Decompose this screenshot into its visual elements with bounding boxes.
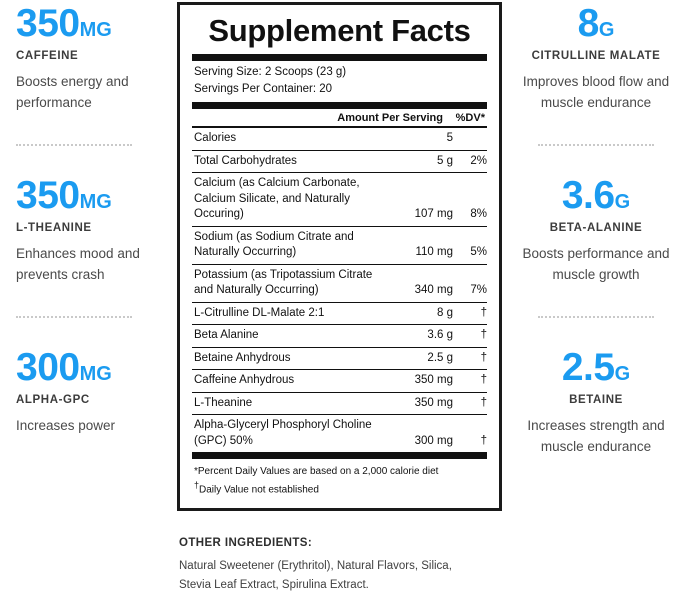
highlight-betaine bbox=[521, 345, 671, 458]
other-ingredients-section bbox=[177, 537, 502, 595]
nutrition-table-body bbox=[192, 128, 487, 452]
nutrient-name: Sodium (as Sodium Citrate and Naturally Occurring) bbox=[192, 226, 387, 264]
table-row bbox=[192, 150, 487, 173]
nutrient-name: Caffeine Anhydrous bbox=[192, 370, 387, 393]
highlight-l-theanine bbox=[16, 173, 166, 286]
nutrient-name: Alpha-Glyceryl Phosphoryl Choline (GPC) 50% bbox=[194, 419, 372, 447]
nutrient-amount: 350 mg bbox=[387, 370, 453, 393]
nutrient-amount: 3.6 g bbox=[387, 325, 453, 348]
nutrition-table bbox=[192, 128, 487, 452]
highlight-amount-value: 8 bbox=[577, 2, 599, 45]
rule-thick bbox=[192, 452, 487, 459]
dotted-divider bbox=[538, 316, 654, 318]
nutrient-amount: 110 mg bbox=[387, 226, 453, 264]
right-highlights-column bbox=[507, 0, 679, 611]
servings-per-container: Servings Per Container: 20 bbox=[194, 82, 333, 95]
nutrient-amount: 2.5 g bbox=[387, 347, 453, 370]
other-ingredients-body: Natural Sweetener (Erythritol), Natural Flavors, Silica, Stevia Leaf Extract, Spirulina Extract. bbox=[179, 559, 452, 591]
nutrient-amount: 5 bbox=[387, 128, 453, 150]
nutrient-name: Calories bbox=[192, 128, 387, 150]
highlight-amount-unit: MG bbox=[79, 190, 112, 213]
nutrient-dv: † bbox=[453, 370, 487, 393]
dotted-divider bbox=[16, 144, 132, 146]
nutrient-name: L-Citrulline DL-Malate 2:1 bbox=[192, 302, 387, 325]
highlight-name: BETA-ALANINE bbox=[549, 221, 643, 234]
nutrient-amount: 350 mg bbox=[387, 392, 453, 415]
rule-thick bbox=[192, 102, 487, 109]
dagger-marker: † bbox=[194, 480, 200, 491]
daily-value-header: %DV* bbox=[455, 112, 485, 125]
nutrient-dv: † bbox=[453, 347, 487, 370]
highlight-name: ALPHA-GPC bbox=[16, 393, 90, 406]
table-row bbox=[192, 302, 487, 325]
nutrient-name: Total Carbohydrates bbox=[192, 150, 387, 173]
highlight-alpha-gpc bbox=[16, 345, 166, 437]
amount-per-serving-header: Amount Per Serving bbox=[337, 112, 443, 125]
nutrient-name: Beta Alanine bbox=[192, 325, 387, 348]
highlight-description: Increases strength and muscle endurance bbox=[527, 417, 665, 454]
table-row bbox=[192, 226, 487, 264]
dotted-divider bbox=[538, 144, 654, 146]
nutrient-dv: † bbox=[453, 392, 487, 415]
nutrient-amount: 300 mg bbox=[414, 434, 453, 447]
nutrient-dv: 5% bbox=[453, 226, 487, 264]
highlight-description: Boosts performance and muscle growth bbox=[522, 245, 670, 282]
highlight-description: Boosts energy and performance bbox=[16, 74, 129, 110]
table-row bbox=[192, 347, 487, 370]
highlight-description: Increases power bbox=[16, 417, 116, 433]
highlight-caffeine bbox=[16, 4, 166, 114]
highlight-amount-value: 350 bbox=[16, 2, 80, 45]
table-row bbox=[192, 173, 487, 227]
nutrient-name: Potassium (as Tripotassium Citrate and Naturally Occurring) bbox=[192, 264, 387, 302]
nutrient-dv: † bbox=[453, 302, 487, 325]
nutrient-name: L-Theanine bbox=[192, 392, 387, 415]
nutrient-amount: 5 g bbox=[387, 150, 453, 173]
nutrient-amount: 107 mg bbox=[387, 173, 453, 227]
dotted-divider bbox=[16, 316, 132, 318]
supplement-facts-panel bbox=[177, 2, 502, 511]
rule-thick bbox=[192, 54, 487, 61]
footnote-dv-not-established bbox=[194, 479, 485, 497]
highlight-name: CAFFEINE bbox=[16, 50, 79, 62]
nutrient-dv: † bbox=[480, 434, 487, 447]
nutrient-name: Betaine Anhydrous bbox=[192, 347, 387, 370]
highlight-amount-unit: G bbox=[614, 190, 631, 213]
footnotes bbox=[192, 459, 487, 497]
footnote-text: Daily Value not established bbox=[199, 484, 319, 496]
highlight-name: CITRULLINE MALATE bbox=[531, 50, 661, 62]
nutrient-amount: 340 mg bbox=[387, 264, 453, 302]
highlight-amount-value: 3.6 bbox=[561, 173, 615, 217]
panel-title: Supplement Facts bbox=[208, 13, 471, 48]
highlight-name: L-THEANINE bbox=[16, 221, 92, 234]
nutrient-dv: 7% bbox=[453, 264, 487, 302]
table-row bbox=[192, 392, 487, 415]
table-header-row bbox=[192, 109, 487, 126]
highlight-amount-value: 2.5 bbox=[561, 345, 615, 389]
nutrient-dv: † bbox=[453, 325, 487, 348]
highlight-name: BETAINE bbox=[569, 393, 623, 406]
highlight-amount-value: 350 bbox=[16, 173, 80, 217]
table-row bbox=[192, 415, 487, 453]
table-row bbox=[192, 325, 487, 348]
nutrient-dv: 8% bbox=[453, 173, 487, 227]
highlight-amount bbox=[16, 345, 112, 389]
serving-size: Serving Size: 2 Scoops (23 g) bbox=[194, 65, 347, 78]
table-row bbox=[192, 264, 487, 302]
highlight-beta-alanine bbox=[521, 173, 671, 286]
highlight-amount bbox=[561, 345, 631, 389]
highlight-amount bbox=[578, 4, 615, 43]
highlight-amount-value: 300 bbox=[16, 345, 80, 389]
table-row bbox=[192, 370, 487, 393]
other-ingredients-title: OTHER INGREDIENTS: bbox=[179, 536, 313, 549]
highlight-description: Enhances mood and prevents crash bbox=[16, 245, 140, 282]
nutrient-amount: 8 g bbox=[387, 302, 453, 325]
highlight-amount bbox=[16, 4, 112, 43]
left-highlights-column bbox=[0, 0, 172, 611]
highlight-amount-unit: G bbox=[598, 19, 615, 41]
nutrient-dv: 2% bbox=[453, 150, 487, 173]
center-column bbox=[172, 0, 507, 611]
highlight-description: Improves blood flow and muscle endurance bbox=[522, 74, 670, 110]
nutrient-dv bbox=[453, 128, 487, 150]
nutrient-name: Calcium (as Calcium Carbonate, Calcium Silicate, and Naturally Occuring) bbox=[192, 173, 387, 227]
highlight-amount bbox=[561, 173, 631, 217]
footnote-daily-values: *Percent Daily Values are based on a 2,000 calorie diet bbox=[194, 466, 439, 478]
serving-info bbox=[192, 61, 487, 103]
table-row bbox=[192, 128, 487, 150]
highlight-citrulline-malate bbox=[521, 4, 671, 114]
highlight-amount-unit: G bbox=[614, 362, 631, 385]
highlight-amount-unit: MG bbox=[79, 19, 112, 41]
highlight-amount-unit: MG bbox=[79, 362, 112, 385]
highlight-amount bbox=[16, 173, 112, 217]
